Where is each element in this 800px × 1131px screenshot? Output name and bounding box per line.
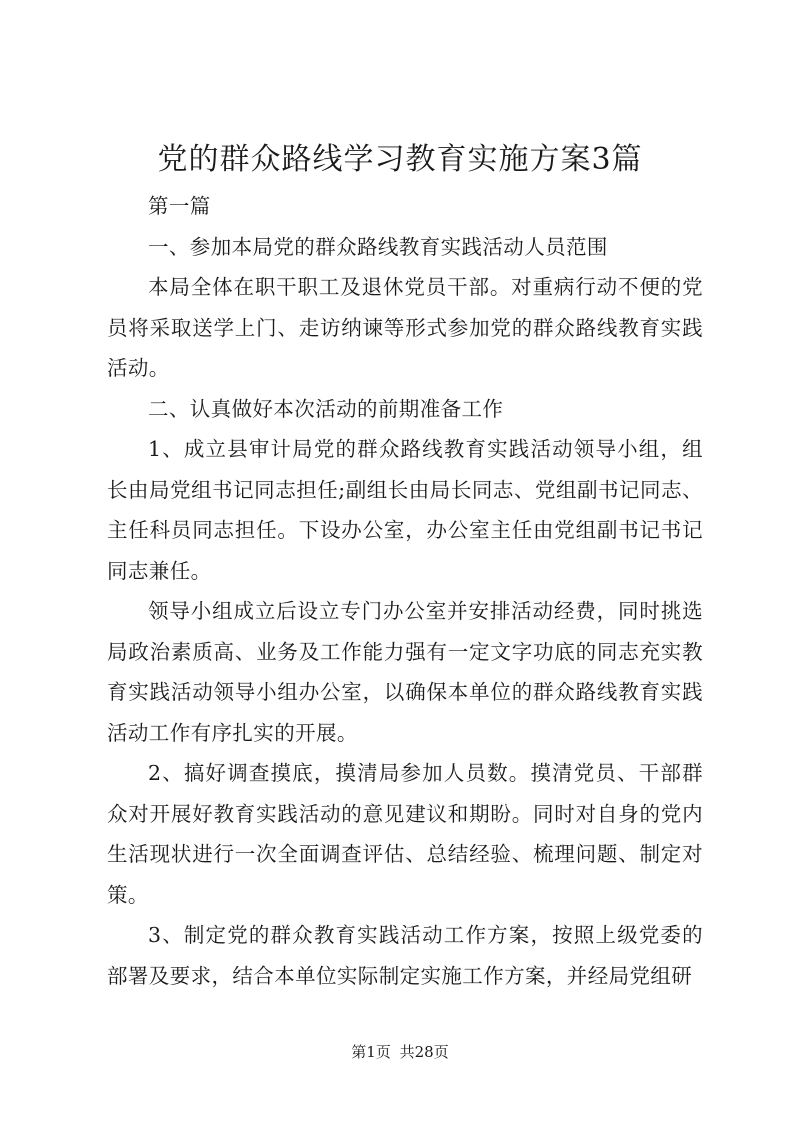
paragraph-leading-group: 1、成立县审计局党的群众路线教育实践活动领导小组，组长由局党组书记同志担任;副组长由局长同志、党组副书记同志、主任科员同志担任。下设办公室，办公室主任由党组副书记书记同志兼任。 xyxy=(107,437,703,583)
document-title: 党的群众路线学习教育实施方案3篇 xyxy=(157,142,643,177)
page-footer xyxy=(0,1042,800,1062)
document-body xyxy=(107,186,703,996)
paragraph-survey: 2、搞好调查摸底，摸清局参加人员数。摸清党员、干部群众对开展好教育实践活动的意见建议和期盼。同时对自身的党内生活现状进行一次全面调查评估、总结经验、梳理问题、制定对策。 xyxy=(107,761,703,907)
paragraph-scope: 本局全体在职干职工及退休党员干部。对重病行动不便的党员将采取送学上门、走访纳谏等形式参加党的群众路线教育实践活动。 xyxy=(107,275,703,380)
page-total: 共28页 xyxy=(399,1043,449,1061)
paragraph-office-setup: 领导小组成立后设立专门办公室并安排活动经费，同时挑选局政治素质高、业务及工作能力强有一定文字功底的同志充实教育实践活动领导小组办公室，以确保本单位的群众路线教育实践活动工作有序扎实的开展。 xyxy=(107,599,703,745)
paragraph-work-plan: 3、制定党的群众教育实践活动工作方案，按照上级党委的部署及要求，结合本单位实际制定实施工作方案，并经局党组研 xyxy=(107,923,703,988)
section-heading-scope: 一、参加本局党的群众路线教育实践活动人员范围 xyxy=(148,234,608,259)
section-heading-preparation: 二、认真做好本次活动的前期准备工作 xyxy=(148,396,504,421)
page-number: 第1页 xyxy=(351,1043,391,1061)
section-heading-part-one: 第一篇 xyxy=(148,194,211,218)
